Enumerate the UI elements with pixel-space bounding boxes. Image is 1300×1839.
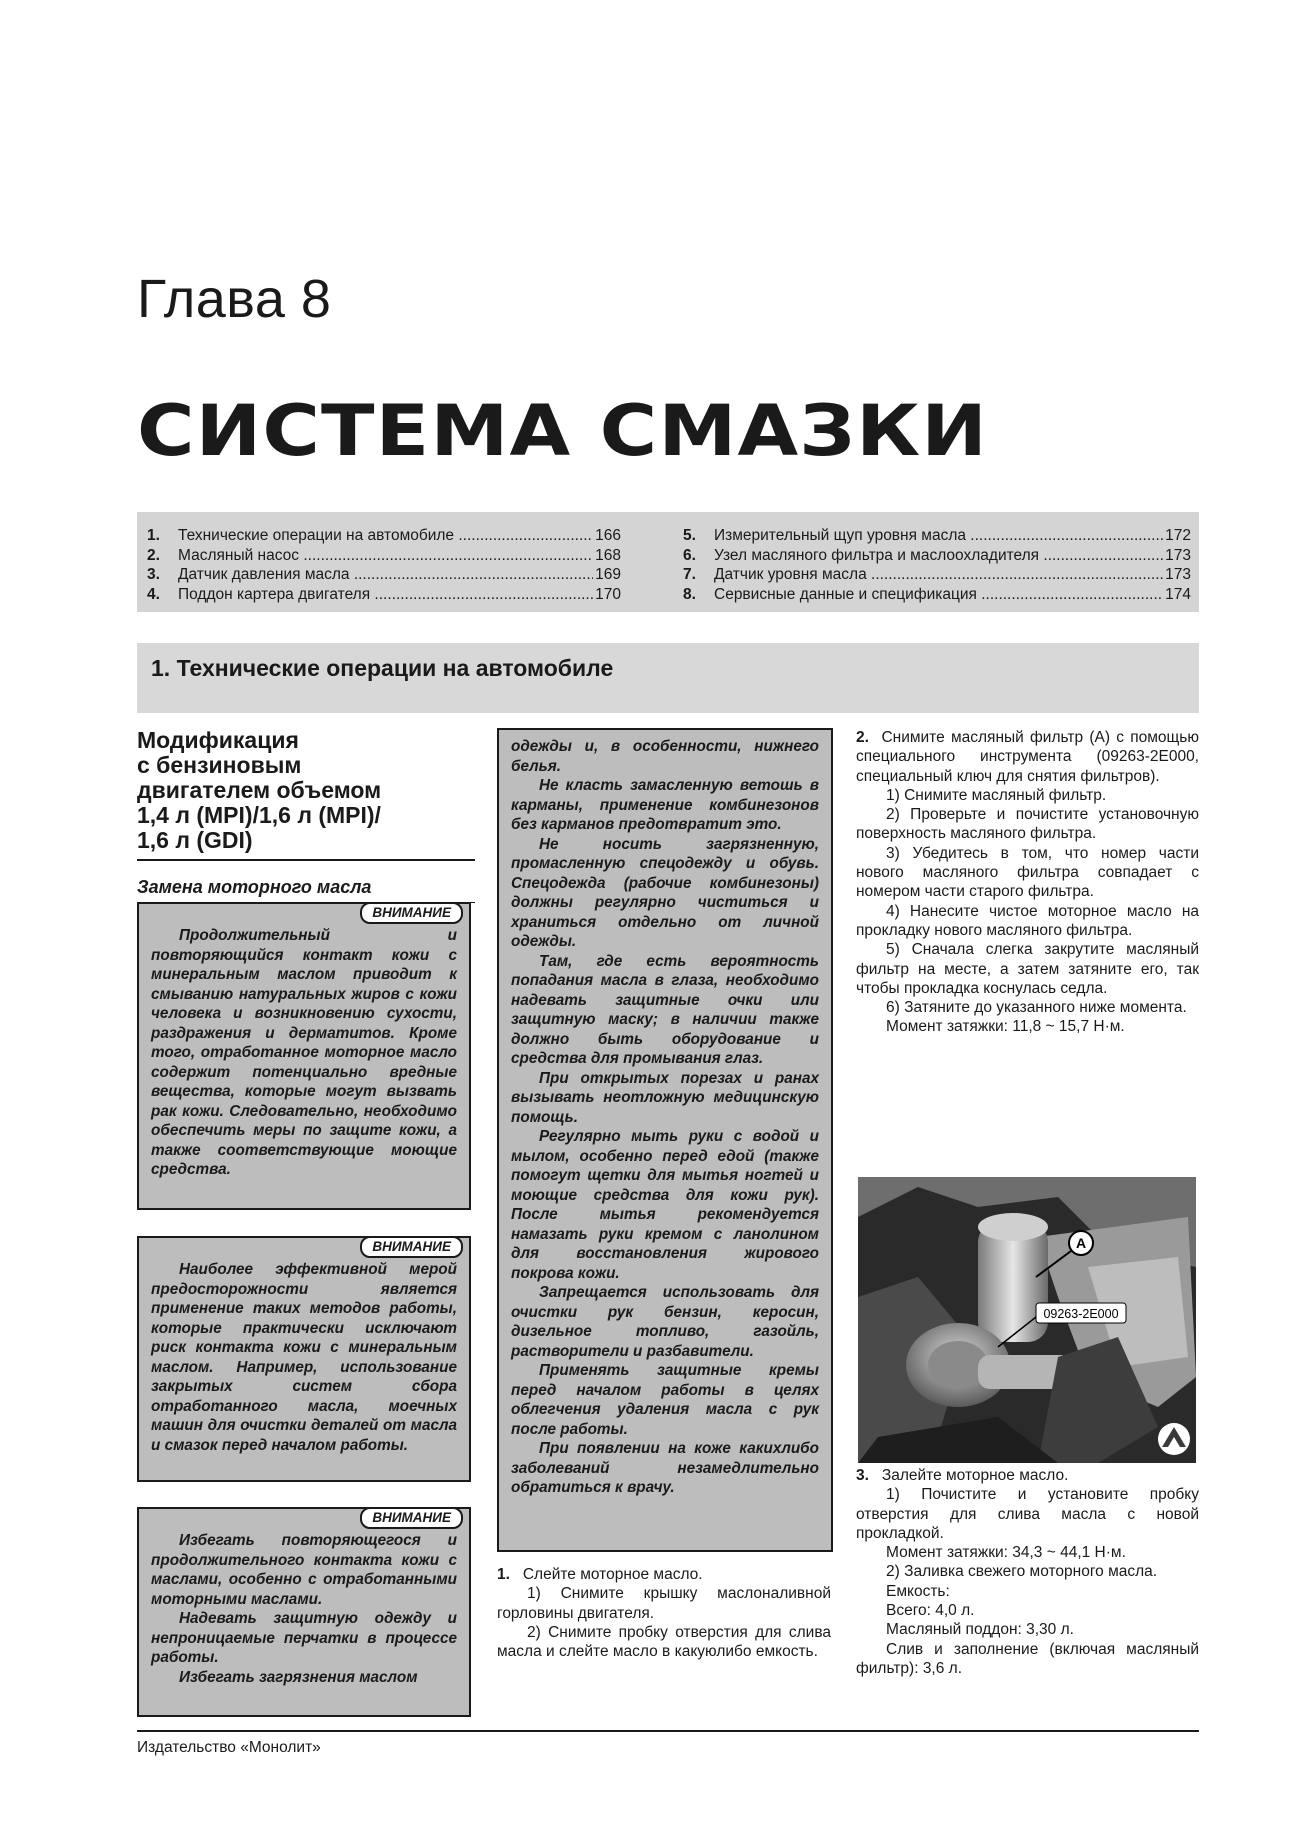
- warning-paragraph: Не носить загрязненную, промасленную спецодежду и обувь. Спецодежда (рабочие комбинезоны) должны регулярно чиститься и храниться отдельно от личной одежды.: [511, 835, 819, 950]
- toc-entry-page: 166: [595, 527, 621, 544]
- toc-entry-title: Технические операции на автомобиле .....: [178, 526, 593, 546]
- footer-publisher: Издательство «Монолит»: [137, 1739, 321, 1756]
- toc-entry[interactable]: [683, 565, 1191, 585]
- chapter-label: Глава 8: [137, 269, 332, 329]
- warning-paragraph: Избегать повторяющегося и продолжительного контакта кожи с маслами, особенно с отработанными моторными маслами.: [151, 1532, 457, 1608]
- capacity-label: Емкость:: [886, 1582, 950, 1600]
- toc-entry-title: Датчик давления масла .....: [178, 565, 593, 585]
- warning-box: [137, 1236, 471, 1482]
- step-text: Залейте моторное масло.: [881, 1467, 1069, 1484]
- oil-filter-photo: [858, 1177, 1196, 1463]
- step-heading: [856, 728, 1199, 786]
- warning-badge: ВНИМАНИЕ: [360, 1236, 463, 1258]
- toc-entry[interactable]: [147, 526, 621, 546]
- warning-box: [137, 1507, 471, 1717]
- step-number: 3.: [856, 1467, 869, 1484]
- step-3: [856, 1466, 1199, 1678]
- warning-text: [139, 904, 469, 1188]
- chapter-title: СИСТЕМА СМАЗКИ: [137, 390, 989, 472]
- warning-paragraph: Продолжительный и повторяющийся контакт кожи с минеральным маслом приводит к смыванию натуральных жиров с кожи человека и возникновению сухости, раздражения и дерматитов. Кроме того, отработанное моторное масло содержит потенциально вредные вещества, которые могут вызвать рак кожи. Следовательно, необходимо обеспечить меры по защите кожи, а также соответствующие моющие средства.: [151, 927, 457, 1178]
- step-substep: 1) Почистите и установите пробку отверстия для слива масла с новой прокладкой.: [856, 1486, 1199, 1542]
- subsection-title: Замена моторного масла: [137, 877, 475, 903]
- modification-title-line: 1,4 л (MPI)/1,6 л (MPI)/: [137, 802, 381, 828]
- step-heading: [856, 1466, 1199, 1485]
- warning-paragraph: Применять защитные кремы перед началом работы в целях облегчения удаления масла с рук после работы.: [511, 1362, 819, 1438]
- toc-entry-page: 168: [595, 546, 621, 564]
- toc-entry-number: 5.: [683, 527, 696, 544]
- step-heading: [497, 1565, 831, 1584]
- warning-paragraph: Регулярно мыть руки с водой и мылом, особенно перед едой (также помогут щетки для мытья ногтей и моющие средства для кожи рук). После мытья рекомендуется намазать руки кремом с ланолином для восстановления жирового покрова кожи.: [511, 1128, 819, 1282]
- step-substep: 3) Убедитесь в том, что номер части нового масляного фильтра совпадает с номером части старого фильтра.: [856, 844, 1199, 901]
- table-of-contents: [137, 512, 1199, 612]
- step-substep: 4) Нанесите чистое моторное масло на прокладку нового масляного фильтра.: [856, 902, 1199, 939]
- step-text: Слейте моторное масло.: [522, 1566, 703, 1583]
- warning-paragraph: При появлении на коже какихлибо заболеваний незамедлительно обратиться к врачу.: [511, 1440, 819, 1496]
- torque-spec: Момент затяжки: 11,8 ~ 15,7 Н·м.: [886, 1018, 1125, 1036]
- step-substep: 2) Проверьте и почистите установочную поверхность масляного фильтра.: [856, 806, 1199, 843]
- warning-paragraph: одежды и, в особенности, нижнего белья.: [511, 738, 819, 775]
- warning-box-continued: [497, 728, 833, 1552]
- toc-entry-number: 2.: [147, 546, 160, 564]
- capacity-drain-refill: Слив и заполнение (включая масляный фильтр): 3,6 л.: [856, 1640, 1199, 1677]
- step-1: [497, 1565, 831, 1661]
- toc-entry-page: 173: [1165, 546, 1191, 564]
- footer-divider: [137, 1730, 1199, 1732]
- torque-spec: Момент затяжки: 34,3 ~ 44,1 Н·м.: [886, 1544, 1126, 1562]
- step-2: [856, 728, 1199, 1037]
- step-number: 2.: [856, 729, 869, 746]
- step-number: 1.: [497, 1566, 510, 1583]
- toc-entry[interactable]: [147, 546, 621, 566]
- modification-title-line: с бензиновым: [137, 752, 302, 778]
- modification-heading-block: [137, 728, 475, 903]
- engine-photo-illustration: [858, 1177, 1196, 1463]
- step-substep: 2) Снимите пробку отверстия для слива масла и слейте масло в какуюлибо емкость.: [497, 1623, 831, 1661]
- step-substep: 5) Сначала слегка закрутите масляный фильтр на месте, а затем затяните его, так чтобы прокладка коснулась седла.: [856, 941, 1199, 997]
- toc-entry-number: 8.: [683, 585, 696, 603]
- toc-entry-page: 172: [1165, 527, 1191, 544]
- modification-title-line: 1,6 л (GDI): [137, 827, 253, 853]
- toc-column-right: [683, 526, 1191, 604]
- warning-paragraph: Избегать загрязнения маслом: [179, 1668, 418, 1686]
- step-substep: 1) Снимите крышку маслоналивной горловины двигателя.: [497, 1585, 831, 1622]
- photo-tool-label: 09263-2E000: [1043, 1307, 1119, 1321]
- section-header: [137, 643, 1199, 713]
- toc-entry-title: Поддон картера двигателя .....: [178, 585, 593, 605]
- warning-box: [137, 902, 471, 1210]
- section-title: 1. Технические операции на автомобиле: [151, 655, 614, 681]
- step-substep: 6) Затяните до указанного ниже момента.: [886, 999, 1187, 1017]
- warning-paragraph: При открытых порезах и ранах вызывать неотложную медицинскую помощь.: [511, 1069, 819, 1126]
- toc-entry-title: Измерительный щуп уровня масла .....: [714, 526, 1163, 546]
- warning-paragraph: Надевать защитную одежду и непроницаемые перчатки в процессе работы.: [151, 1610, 457, 1666]
- photo-callout-a: A: [1075, 1235, 1087, 1251]
- warning-badge: ВНИМАНИЕ: [360, 1507, 463, 1529]
- toc-entry-page: 173: [1165, 566, 1191, 583]
- toc-entry-title: Узел масляного фильтра и маслоохладителя .....: [714, 546, 1163, 566]
- toc-entry[interactable]: [683, 546, 1191, 566]
- toc-entry[interactable]: [147, 565, 621, 585]
- toc-entry[interactable]: [147, 585, 621, 605]
- toc-entry-number: 7.: [683, 566, 696, 583]
- publisher-logo-icon: [1158, 1423, 1190, 1455]
- toc-entry-number: 1.: [147, 527, 160, 544]
- warning-badge: ВНИМАНИЕ: [360, 902, 463, 924]
- toc-entry-number: 3.: [147, 566, 160, 583]
- toc-entry-number: 6.: [683, 546, 696, 564]
- warning-paragraph: Запрещается использовать для очистки рук бензин, керосин, дизельное топливо, газойль, растворители и разбавители.: [511, 1284, 819, 1360]
- warning-text: [499, 730, 831, 1506]
- toc-entry-title: Датчик уровня масла .....: [714, 565, 1163, 585]
- step-substep: 1) Снимите масляный фильтр.: [886, 786, 1107, 804]
- toc-entry-title: Масляный насос .....: [178, 546, 593, 566]
- step-text: Снимите масляный фильтр (А) с помощью специального инструмента (09263-2E000, специальный ключ для снятия фильтров).: [856, 729, 1199, 785]
- modification-title-line: Модификация: [137, 727, 299, 753]
- warning-paragraph: Не класть замасленную ветошь в карманы, применение комбинезонов без карманов предотвратит это.: [511, 777, 819, 833]
- toc-entry-page: 170: [595, 585, 621, 603]
- warning-paragraph: Наиболее эффективной мерой предосторожности является применение таких методов работы, которые практически исключают риск контакта кожи с минеральным маслом. Например, использование закрытых систем сбора отработанного масла, моечных машин для очистки деталей от масла и смазок перед началом работы.: [151, 1261, 457, 1454]
- toc-entry-title: Сервисные данные и спецификация .....: [714, 585, 1163, 605]
- toc-entry-page: 169: [595, 566, 621, 583]
- toc-entry-page: 174: [1165, 585, 1191, 603]
- capacity-total: Всего: 4,0 л.: [886, 1602, 975, 1620]
- toc-entry[interactable]: [683, 585, 1191, 605]
- step-substep: 2) Заливка свежего моторного масла.: [886, 1563, 1158, 1581]
- toc-column-left: [147, 526, 621, 604]
- modification-title: [137, 728, 475, 861]
- toc-entry-number: 4.: [147, 585, 160, 603]
- warning-paragraph: Там, где есть вероятность попадания масла в глаза, необходимо надевать защитные очки или защитную маску; в наличии также должно быть оборудование и средства для промывания глаз.: [511, 952, 819, 1067]
- toc-entry[interactable]: [683, 526, 1191, 546]
- capacity-oil-pan: Масляный поддон: 3,30 л.: [886, 1621, 1074, 1639]
- modification-title-line: двигателем объемом: [137, 777, 382, 803]
- warning-text: [139, 1509, 469, 1695]
- warning-text: [139, 1238, 469, 1463]
